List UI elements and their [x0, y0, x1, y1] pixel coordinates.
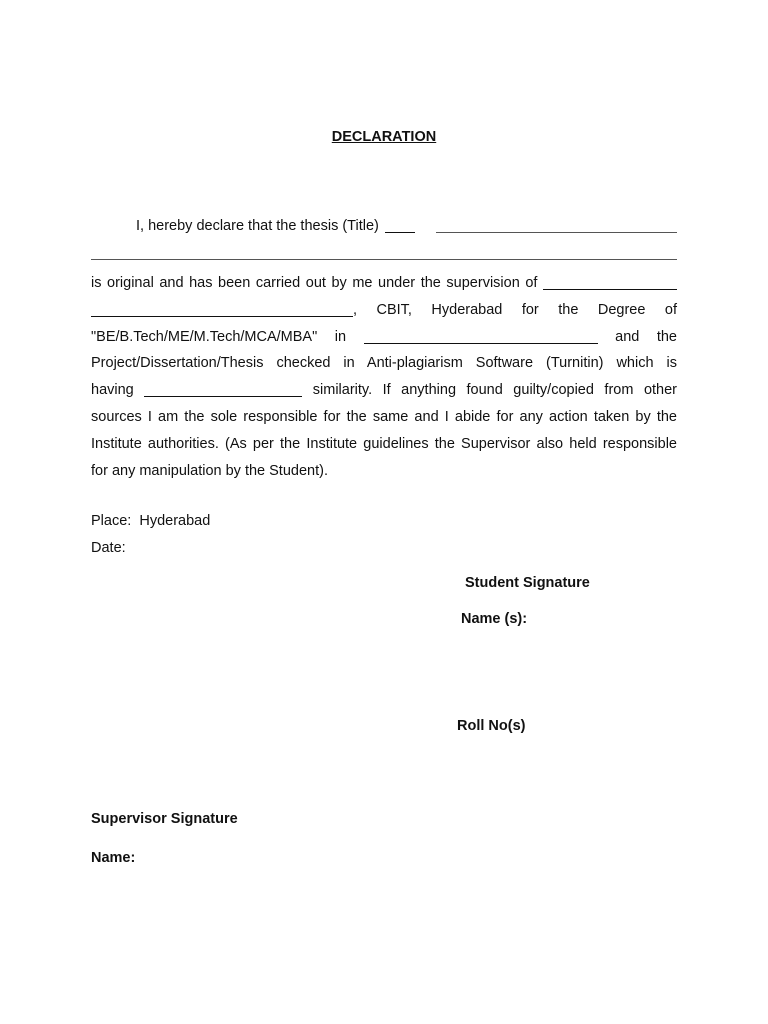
para-line-8: for any manipulation by the Student).	[91, 462, 328, 479]
declaration-paragraph	[91, 270, 677, 484]
supervisor-blank-2	[91, 315, 353, 317]
title-blank-short	[385, 231, 415, 233]
place-value: Hyderabad	[139, 513, 211, 529]
supervisor-signature-label: Supervisor Signature	[91, 811, 238, 827]
title-continuation-rule	[91, 259, 677, 260]
place-field	[91, 513, 210, 529]
date-field	[91, 540, 126, 556]
title-blank-rule	[436, 232, 677, 233]
supervisor-blank-1	[543, 288, 677, 290]
thesis-intro-text: I, hereby declare that the thesis (Title)	[136, 218, 379, 234]
para-line-5: having similarity. If anything found guilty/copied from other	[91, 382, 677, 399]
para-line-4: Project/Dissertation/Thesis checked in Anti-plagiarism Software (Turnitin) which is	[91, 355, 677, 372]
supervisor-name-label: Name:	[91, 850, 136, 866]
para-line-7: Institute authorities. (As per the Institute guidelines the Supervisor also held responsible	[91, 435, 677, 452]
branch-blank	[364, 342, 598, 344]
para-line-2: , CBIT, Hyderabad for the Degree of	[91, 297, 677, 324]
page-title: DECLARATION	[331, 129, 437, 145]
student-name-label: Name (s):	[461, 611, 528, 627]
thesis-title-line	[136, 218, 415, 234]
student-signature-label: Student Signature	[465, 575, 590, 591]
similarity-blank	[144, 395, 302, 397]
roll-no-label: Roll No(s)	[457, 718, 526, 734]
para-line-1: is original and has been carried out by me under the supervision of	[91, 270, 677, 297]
para-line-6: sources I am the sole responsible for the same and I abide for any action taken by the	[91, 408, 677, 425]
place-label: Place:	[91, 513, 132, 529]
date-label: Date:	[91, 540, 126, 556]
para-line-3: "BE/B.Tech/ME/M.Tech/MCA/MBA" in and the	[91, 328, 677, 345]
